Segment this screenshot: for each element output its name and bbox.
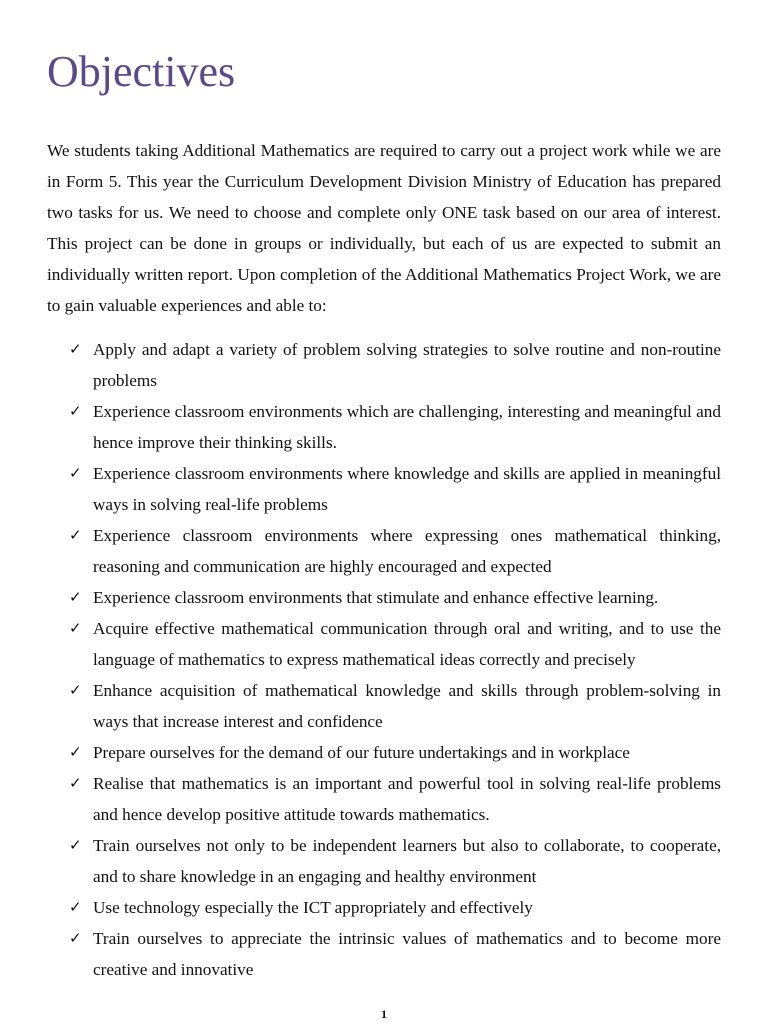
list-item — [47, 582, 721, 613]
checkmark-icon: ✓ — [69, 898, 82, 916]
checkmark-icon: ✓ — [69, 774, 82, 792]
list-item — [47, 458, 721, 520]
list-item-text: Use technology especially the ICT appropriately and effectively — [93, 898, 533, 917]
checkmark-icon: ✓ — [69, 836, 82, 854]
list-item — [47, 768, 721, 830]
list-item-text: Experience classroom environments which are challenging, interesting and meaningful and hence improve their thinking skills. — [93, 402, 721, 452]
list-item — [47, 923, 721, 985]
list-item — [47, 892, 721, 923]
checkmark-icon: ✓ — [69, 588, 82, 606]
list-item-text: Train ourselves not only to be independent learners but also to collaborate, to cooperate, and to share knowledge in an engaging and healthy environment — [93, 836, 721, 886]
list-item-text: Realise that mathematics is an important and powerful tool in solving real-life problems and hence develop positive attitude towards mathematics. — [93, 774, 721, 824]
list-item-text: Prepare ourselves for the demand of our future undertakings and in workplace — [93, 743, 630, 762]
checkmark-icon: ✓ — [69, 340, 82, 358]
list-item-text: Acquire effective mathematical communication through oral and writing, and to use the language of mathematics to express mathematical ideas correctly and precisely — [93, 619, 721, 669]
list-item-text: Experience classroom environments where knowledge and skills are applied in meaningful ways in solving real-life problems — [93, 464, 721, 514]
list-item-text: Experience classroom environments that stimulate and enhance effective learning. — [93, 588, 659, 607]
checkmark-icon: ✓ — [69, 681, 82, 699]
page-number: 1 — [381, 1007, 387, 1021]
list-item — [47, 396, 721, 458]
list-item — [47, 830, 721, 892]
list-item-text: Train ourselves to appreciate the intrinsic values of mathematics and to become more creative and innovative — [93, 929, 721, 979]
list-item-text: Apply and adapt a variety of problem solving strategies to solve routine and non-routine problems — [93, 340, 721, 390]
objectives-list — [47, 334, 721, 985]
list-item — [47, 334, 721, 396]
checkmark-icon: ✓ — [69, 526, 82, 544]
list-item-text: Enhance acquisition of mathematical knowledge and skills through problem-solving in ways that increase interest and confidence — [93, 681, 721, 731]
checkmark-icon: ✓ — [69, 464, 82, 482]
list-item-text: Experience classroom environments where expressing ones mathematical thinking, reasoning and communication are highly encouraged and expected — [93, 526, 721, 576]
checkmark-icon: ✓ — [69, 929, 82, 947]
list-item — [47, 613, 721, 675]
list-item — [47, 737, 721, 768]
checkmark-icon: ✓ — [69, 743, 82, 761]
checkmark-icon: ✓ — [69, 402, 82, 420]
list-item — [47, 675, 721, 737]
intro-paragraph: We students taking Additional Mathematics are required to carry out a project work while we are in Form 5. This year the Curriculum Development Division Ministry of Education has prepared two tasks for us. We need to choose and complete only ONE task based on our area of interest. This project can be done in groups or individually, but each of us are expected to submit an individually written report. Upon completion of the Additional Mathematics Project Work, we are to gain valuable experiences and able to: — [47, 141, 721, 315]
list-item — [47, 520, 721, 582]
checkmark-icon: ✓ — [69, 619, 82, 637]
page-title: Objectives — [47, 47, 236, 96]
